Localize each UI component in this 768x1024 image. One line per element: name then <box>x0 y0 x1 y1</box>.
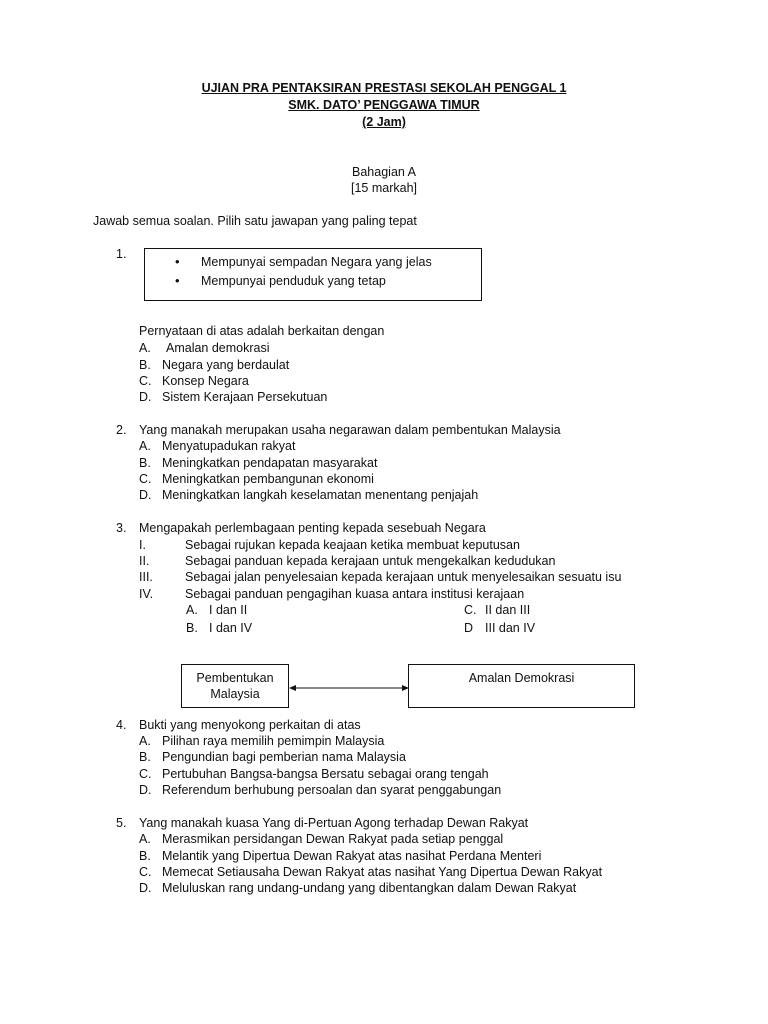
q2-option-a: Menyatupadukan rakyat <box>162 439 296 453</box>
q2-option-c-letter: C. <box>139 472 152 486</box>
q1-option-a-letter: A. <box>139 341 151 355</box>
q3-statement-1: Sebagai rujukan kepada keajaan ketika membuat keputusan <box>185 538 520 552</box>
q4-option-a-letter: A. <box>139 734 151 748</box>
instruction-text: Jawab semua soalan. Pilih satu jawapan yang paling tepat <box>93 214 417 228</box>
q1-option-a: Amalan demokrasi <box>166 341 270 355</box>
q3-choice-d: III dan IV <box>485 621 536 635</box>
q3-statement-4-roman: IV. <box>139 587 154 601</box>
q4-stem: Bukti yang menyokong perkaitan di atas <box>139 718 361 732</box>
question-1-number: 1. <box>116 247 127 261</box>
q4-option-d-letter: D. <box>139 783 152 797</box>
q3-choice-c-letter: C. <box>464 603 477 617</box>
q3-statement-3: Sebagai jalan penyelesaian kepada kerajaan untuk menyelesaikan sesuatu isu <box>185 570 622 584</box>
q2-option-a-letter: A. <box>139 439 151 453</box>
q5-option-d-letter: D. <box>139 881 152 895</box>
q5-option-a-letter: A. <box>139 832 151 846</box>
q3-statement-4: Sebagai panduan pengagihan kuasa antara institusi kerajaan <box>185 587 525 601</box>
q1-stem: Pernyataan di atas adalah berkaitan dengan <box>139 324 385 338</box>
q3-statement-2-roman: II. <box>139 554 150 568</box>
bullet-icon: • <box>175 254 180 269</box>
q3-choice-a-letter: A. <box>186 603 198 617</box>
q3-choice-c: II dan III <box>485 603 531 617</box>
diagram-right-label: Amalan Demokrasi <box>468 671 575 685</box>
q2-option-b: Meningkatkan pendapatan masyarakat <box>162 456 378 470</box>
q4-option-d: Referendum berhubung persoalan dan syarat penggabungan <box>162 783 502 797</box>
q2-stem: Yang manakah merupakan usaha negarawan dalam pembentukan Malaysia <box>139 423 561 437</box>
exam-title: UJIAN PRA PENTAKSIRAN PRESTASI SEKOLAH PENGGAL 1 <box>201 81 567 95</box>
q3-choice-b: I dan IV <box>209 621 253 635</box>
q1-option-c: Konsep Negara <box>162 374 249 388</box>
q5-option-b-letter: B. <box>139 849 151 863</box>
q1-bullet-text-1: Mempunyai sempadan Negara yang jelas <box>201 255 432 269</box>
diagram-right-box <box>408 664 635 708</box>
q2-option-c: Meningkatkan pembangunan ekonomi <box>162 472 374 486</box>
q1-option-b: Negara yang berdaulat <box>162 358 290 372</box>
q1-option-d-letter: D. <box>139 390 152 404</box>
q1-option-b-letter: B. <box>139 358 151 372</box>
q1-option-c-letter: C. <box>139 374 152 388</box>
exam-duration: (2 Jam) <box>362 115 406 129</box>
q3-choice-a: I dan II <box>209 603 248 617</box>
question-2-number: 2. <box>116 423 127 437</box>
diagram-left-line-2: Malaysia <box>210 687 260 701</box>
bullet-icon: • <box>175 273 180 288</box>
q5-option-d: Meluluskan rang undang-undang yang dibentangkan dalam Dewan Rakyat <box>162 881 577 895</box>
q2-option-d: Meningkatkan langkah keselamatan menentang penjajah <box>162 488 479 502</box>
q3-stem: Mengapakah perlembagaan penting kepada sesebuah Negara <box>139 521 486 535</box>
q5-stem: Yang manakah kuasa Yang di-Pertuan Agong terhadap Dewan Rakyat <box>139 816 529 830</box>
q3-statement-1-roman: I. <box>139 538 146 552</box>
q5-option-c: Memecat Setiausaha Dewan Rakyat atas nasihat Yang Dipertua Dewan Rakyat <box>162 865 603 879</box>
school-name: SMK. DATO’ PENGGAWA TIMUR <box>288 98 480 112</box>
q4-option-c: Pertubuhan Bangsa-bangsa Bersatu sebagai orang tengah <box>162 767 489 781</box>
double-arrow-icon <box>289 682 409 694</box>
q3-statement-2: Sebagai panduan kepada kerajaan untuk mengekalkan kedudukan <box>185 554 556 568</box>
question-4-number: 4. <box>116 718 127 732</box>
q4-option-b: Pengundian bagi pemberian nama Malaysia <box>162 750 406 764</box>
diagram-left-box <box>181 664 289 708</box>
q3-statement-3-roman: III. <box>139 570 153 584</box>
q3-choice-b-letter: B. <box>186 621 198 635</box>
question-3-number: 3. <box>116 521 127 535</box>
section-marks: [15 markah] <box>350 181 417 195</box>
diagram-left-line-1: Pembentukan <box>196 671 274 685</box>
q1-statement-box <box>144 248 482 301</box>
q2-option-b-letter: B. <box>139 456 151 470</box>
q5-option-a: Merasmikan persidangan Dewan Rakyat pada setiap penggal <box>162 832 504 846</box>
q4-option-c-letter: C. <box>139 767 152 781</box>
q4-option-a: Pilihan raya memilih pemimpin Malaysia <box>162 734 385 748</box>
q4-option-b-letter: B. <box>139 750 151 764</box>
section-title: Bahagian A <box>352 165 416 179</box>
q5-option-c-letter: C. <box>139 865 152 879</box>
q1-option-d: Sistem Kerajaan Persekutuan <box>162 390 328 404</box>
question-5-number: 5. <box>116 816 127 830</box>
q5-option-b: Melantik yang Dipertua Dewan Rakyat atas nasihat Perdana Menteri <box>162 849 542 863</box>
q2-option-d-letter: D. <box>139 488 152 502</box>
q3-choice-d-letter: D <box>464 621 474 635</box>
q1-bullet-text-2: Mempunyai penduduk yang tetap <box>201 274 386 288</box>
